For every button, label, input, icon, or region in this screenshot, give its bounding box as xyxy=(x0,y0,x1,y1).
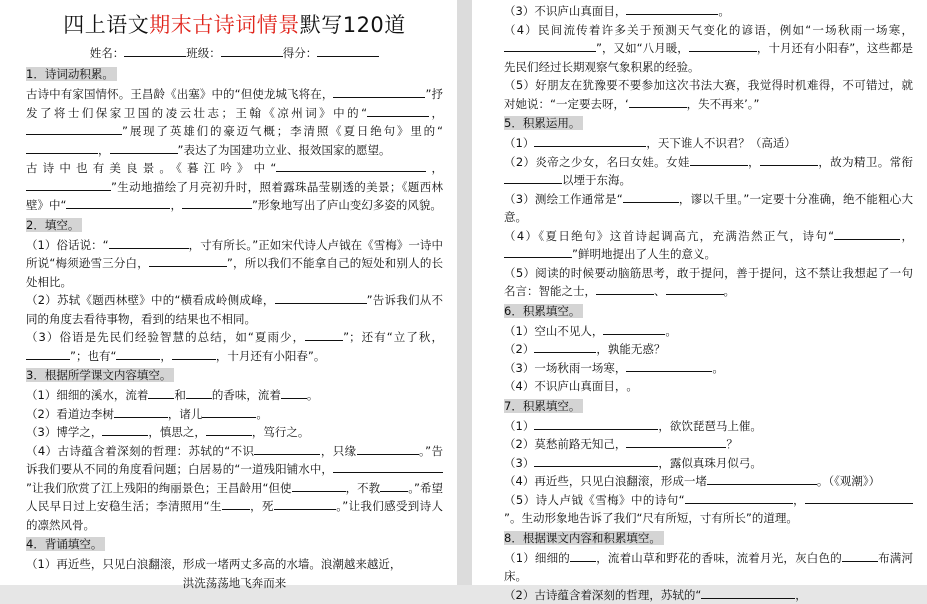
left-page xyxy=(0,0,457,585)
answer-blank[interactable] xyxy=(629,95,687,108)
question-paragraph: （3） ，露似真珠月似弓。 xyxy=(504,454,913,473)
answer-blank[interactable] xyxy=(26,141,98,154)
right-page xyxy=(472,0,927,585)
question-paragraph: （1）再近些，只见白浪翻滚，形成一堵两丈多高的水墙。浪潮越来越近， 洪洗荡荡地飞奔而来 xyxy=(26,555,443,592)
question-paragraph: （5）好朋友在犹豫要不要参加这次书法大赛，我觉得时机难得，不可错过，就对她说：“一定要去呀，‘ ，失不再来’。” xyxy=(504,76,913,113)
section-heading: 3．根据所学课文内容填空。 xyxy=(26,366,443,385)
answer-blank[interactable] xyxy=(305,328,343,341)
answer-blank[interactable] xyxy=(596,282,654,295)
section-heading: 5．积累运用。 xyxy=(504,114,913,133)
answer-blank[interactable] xyxy=(626,359,712,372)
answer-blank[interactable] xyxy=(186,386,212,399)
answer-blank[interactable] xyxy=(102,423,148,436)
answer-blank[interactable] xyxy=(685,491,793,504)
student-info-line xyxy=(26,44,443,63)
question-paragraph: （2）苏轼《题西林壁》中的“横看成岭侧成峰， ”告诉我们从不同的角度去看待事物，看到的结果也不相同。 xyxy=(26,291,443,328)
answer-blank[interactable] xyxy=(357,442,419,455)
answer-blank[interactable] xyxy=(114,405,168,418)
answer-blank[interactable] xyxy=(206,423,252,436)
answer-blank[interactable] xyxy=(149,254,227,267)
question-paragraph: （2）古诗蕴含着深刻的哲理，苏轼的“ ， xyxy=(504,586,913,604)
answer-blank[interactable] xyxy=(274,497,336,510)
answer-blank[interactable] xyxy=(805,491,913,504)
question-paragraph: （5）诗人卢钺《雪梅》中的诗句“ ，”。生动形象地告诉了我们“尺有所短，寸有所长”的道理。 xyxy=(504,491,913,528)
question-paragraph: （4）《夏日绝句》这首诗起调高亢，充满浩然正气，诗句“ ，”鲜明地提出了人生的意义。 xyxy=(504,227,913,264)
section-heading: 6．积累填空。 xyxy=(504,302,913,321)
answer-blank[interactable] xyxy=(834,227,900,240)
question-paragraph: （1） ，欲饮琵琶马上催。 xyxy=(504,417,913,436)
title-suffix: 默写120道 xyxy=(300,13,406,37)
section-heading: 2．填空。 xyxy=(26,216,443,235)
score-label: 得分： xyxy=(283,46,318,60)
answer-blank[interactable] xyxy=(534,340,596,353)
question-paragraph: （2）莫愁前路无知己， ？ xyxy=(504,435,913,454)
class-blank[interactable] xyxy=(221,44,283,57)
question-paragraph: （4）民间流传着许多关于预测天气变化的谚语，例如“一场秋雨一场寒，”，又如“八月暖， ，十月还有小阳春”，这些都是先民们经过长期观察气象积累的经验。 xyxy=(504,21,913,77)
question-paragraph: （1）俗话说：“ ，寸有所长。”正如宋代诗人卢钺在《雪梅》一诗中所说“梅须逊雪三分白， ”，所以我们不能拿自己的短处和别人的长处相比。 xyxy=(26,236,443,292)
answer-blank[interactable] xyxy=(760,153,818,166)
answer-blank[interactable] xyxy=(66,196,80,209)
question-paragraph: （4）不识庐山真面目，。 xyxy=(504,377,913,396)
question-paragraph: （3）俗语是先民们经验智慧的总结，如“夏雨少， ”；还有“立了秋，”；也有“ ， ，十月还有小阳春”。 xyxy=(26,328,443,365)
question-paragraph: （2） ，孰能无惑？ xyxy=(504,340,913,359)
answer-blank[interactable] xyxy=(202,405,256,418)
question-paragraph: （4）再近些，只见白浪翻滚，形成一堵 。（《观潮》） xyxy=(504,472,913,491)
answer-blank[interactable] xyxy=(182,196,252,209)
page-divider xyxy=(457,0,472,585)
answer-blank[interactable] xyxy=(26,347,70,360)
question-paragraph: （3）测绘工作通常是“ ，谬以千里。”一定要十分准确，绝不能粗心大意。 xyxy=(504,190,913,227)
question-paragraph: （3）不识庐山真面目， 。 xyxy=(504,2,913,21)
question-paragraph: （3）一场秋雨一场寒， 。 xyxy=(504,359,913,378)
answer-blank[interactable] xyxy=(504,245,572,258)
answer-blank[interactable] xyxy=(626,2,718,15)
question-paragraph: （3）博学之， ，慎思之， ，笃行之。 xyxy=(26,423,443,442)
section-heading: 8．根据课文内容和积累填空。 xyxy=(504,529,913,548)
name-label: 姓名： xyxy=(90,46,125,60)
answer-blank[interactable] xyxy=(80,196,170,209)
question-paragraph: （4）古诗蕴含着深刻的哲理：苏轼的“不识 ，只缘 。”告诉我们要从不同的角度看问题；白居易的“一道残阳铺水中，”让我们欣赏了江上残阳的绚丽景色；王昌龄用“但使 ，不教 。”希望人民早日过上安稳生活；李清照用“生 ，死 。”让我们感受到诗人的凛然风骨。 xyxy=(26,442,443,535)
question-paragraph: （2）看道边李树 ，诸儿 。 xyxy=(26,405,443,424)
answer-blank[interactable] xyxy=(690,153,748,166)
answer-blank[interactable] xyxy=(666,282,724,295)
answer-blank[interactable] xyxy=(148,386,174,399)
answer-blank[interactable] xyxy=(689,39,757,52)
answer-blank[interactable] xyxy=(333,460,371,473)
answer-blank[interactable] xyxy=(534,417,658,430)
answer-blank[interactable] xyxy=(222,497,250,510)
class-label: 班级： xyxy=(186,46,221,60)
answer-blank[interactable] xyxy=(254,442,320,455)
section-heading: 4．背诵填空。 xyxy=(26,535,443,554)
answer-blank[interactable] xyxy=(701,586,795,599)
answer-blank[interactable] xyxy=(172,347,216,360)
section-heading: 7．积累填空。 xyxy=(504,397,913,416)
question-paragraph: （1）细细的 ，流着山草和野花的香味，流着月光，灰白色的 布满河床。 xyxy=(504,549,913,586)
answer-blank[interactable] xyxy=(26,122,122,135)
answer-blank[interactable] xyxy=(534,134,646,147)
answer-blank[interactable] xyxy=(395,85,425,98)
title-prefix: 四上语文 xyxy=(63,13,149,37)
name-blank[interactable] xyxy=(124,44,186,57)
answer-blank[interactable] xyxy=(534,454,658,467)
answer-blank[interactable] xyxy=(707,472,817,485)
answer-blank[interactable] xyxy=(626,435,726,448)
answer-blank[interactable] xyxy=(842,549,878,562)
page-title xyxy=(26,10,443,40)
answer-blank[interactable] xyxy=(333,85,395,98)
answer-blank[interactable] xyxy=(504,39,596,52)
answer-blank[interactable] xyxy=(371,460,443,473)
question-paragraph: （2）炎帝之少女，名曰女娃。女娃 ， ，故为精卫。常衔以堙于东海。 xyxy=(504,153,913,190)
answer-blank[interactable] xyxy=(109,236,189,249)
answer-blank[interactable] xyxy=(276,159,426,172)
answer-blank[interactable] xyxy=(367,104,429,117)
answer-blank[interactable] xyxy=(570,549,596,562)
question-paragraph: （1）细细的溪水，流着 和 的香味，流着 。 xyxy=(26,386,443,405)
answer-blank[interactable] xyxy=(623,190,679,203)
question-paragraph: 古诗中有家国情怀。王昌龄《出塞》中的“但使龙城飞将在， ”抒发了将士们保家卫国的凌云壮志；王翰《凉州词》中的“ ，”展现了英雄们的豪迈气概；李清照《夏日绝句》里的“， ”表达了为国建功立业、报效国家的愿望。 xyxy=(26,85,443,159)
answer-blank[interactable] xyxy=(275,291,367,304)
question-paragraph: （1） ，天下谁人不识君？（高适） xyxy=(504,134,913,153)
answer-blank[interactable] xyxy=(281,386,307,399)
answer-blank[interactable] xyxy=(26,178,111,191)
question-paragraph: （1）空山不见人， 。 xyxy=(504,322,913,341)
section-heading: 1．诗词动积累。 xyxy=(26,65,443,84)
answer-blank[interactable] xyxy=(504,171,562,184)
answer-blank[interactable] xyxy=(292,479,346,492)
answer-blank[interactable] xyxy=(603,322,665,335)
question-paragraph: 古诗中也有美良景。《暮江吟》中“ ，”生动地描绘了月亮初升时，照着露珠晶莹剔透的美景；《题西林壁》中“ ， ”形象地写出了庐山变幻多姿的风貌。 xyxy=(26,159,443,215)
question-paragraph: （5）阅读的时候要动脑筋思考，敢于提问，善于提问，这不禁让我想起了一句名言：智能之士， 、 。 xyxy=(504,264,913,301)
answer-blank[interactable] xyxy=(110,141,178,154)
answer-blank[interactable] xyxy=(116,347,160,360)
score-blank[interactable] xyxy=(317,44,379,57)
answer-blank[interactable] xyxy=(380,479,408,492)
title-highlight: 期末古诗词情景 xyxy=(149,13,300,37)
